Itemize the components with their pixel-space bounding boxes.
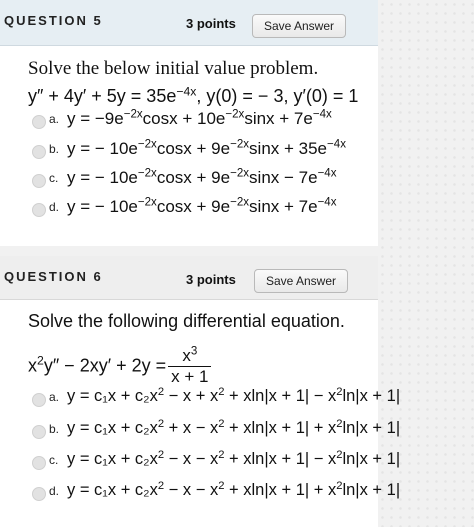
option-letter: b. <box>49 142 60 156</box>
question-header <box>0 256 378 300</box>
option-text: $y = c_1x + c_2x^2 - x - x^2 + xln|x + 1| + x^2\ln|x + 1|$ <box>67 479 401 499</box>
option-letter: c. <box>49 453 59 467</box>
option-letter: d. <box>49 200 60 214</box>
save-answer-button[interactable]: Save Answer <box>252 14 346 38</box>
option-letter: d. <box>49 484 60 498</box>
option-text: $y = c_1x + c_2x^2 + x - x^2 + xln|x + 1| + x^2\ln|x + 1|$ <box>67 417 401 437</box>
question-equation: $y'' + 4y' + 5y = 35e^{-4x}$, y(0) = − 3, y′(0) = 1 <box>28 84 359 106</box>
radio-button[interactable] <box>32 487 46 501</box>
option-text: y = − $10e^{-2x}\cos x + 9e^{-2x}\sin x - 7e^{-4x}$ <box>67 167 337 187</box>
radio-button[interactable] <box>32 115 46 129</box>
radio-button[interactable] <box>32 393 46 407</box>
option-letter: a. <box>49 390 60 404</box>
question-prompt: Solve the below initial value problem. <box>28 58 319 79</box>
radio-button[interactable] <box>32 425 46 439</box>
question-5 <box>0 0 378 246</box>
option-text: $y = c_1x + c_2x^2 - x + x^2 + xln|x + 1| - x^2\ln|x + 1|$ <box>67 385 401 405</box>
option-text: $y = c_1x + c_2x^2 - x - x^2 + xln|x + 1| - x^2\ln|x + 1|$ <box>67 448 401 468</box>
equation-fraction: $\frac{x^3}{x + 1}$ <box>168 346 211 387</box>
question-title: QUESTION 5 <box>4 13 103 28</box>
question-prompt: Solve the following differential equation. <box>28 311 345 331</box>
question-6 <box>0 256 401 527</box>
question-separator <box>0 246 378 256</box>
question-header <box>0 0 378 46</box>
question-points: 3 points <box>186 16 236 31</box>
radio-button[interactable] <box>32 145 46 159</box>
option-text: $y = -9e^{-2x}\cos x + 10e^{-2x}\sin x + 7e^{-4x}$ <box>67 108 332 128</box>
option-text: y = − $10e^{-2x}\cos x + 9e^{-2x}\sin x + 7e^{-4x}$ <box>67 196 337 216</box>
question-title: QUESTION 6 <box>4 269 103 284</box>
option-letter: b. <box>49 422 60 436</box>
save-answer-button[interactable]: Save Answer <box>254 269 348 293</box>
option-letter: c. <box>49 171 59 185</box>
radio-button[interactable] <box>32 174 46 188</box>
question-points: 3 points <box>186 272 236 287</box>
page-background-pattern <box>378 0 474 527</box>
radio-button[interactable] <box>32 456 46 470</box>
option-letter: a. <box>49 112 60 126</box>
question-equation: $x^2y'' - 2xy' + 2y$ = $\frac{x^3}{x + 1}$ <box>28 346 211 387</box>
option-text: y = − $10e^{-2x}\cos x + 9e^{-2x}\sin x + 35e^{-4x}$ <box>67 138 346 158</box>
radio-button[interactable] <box>32 203 46 217</box>
